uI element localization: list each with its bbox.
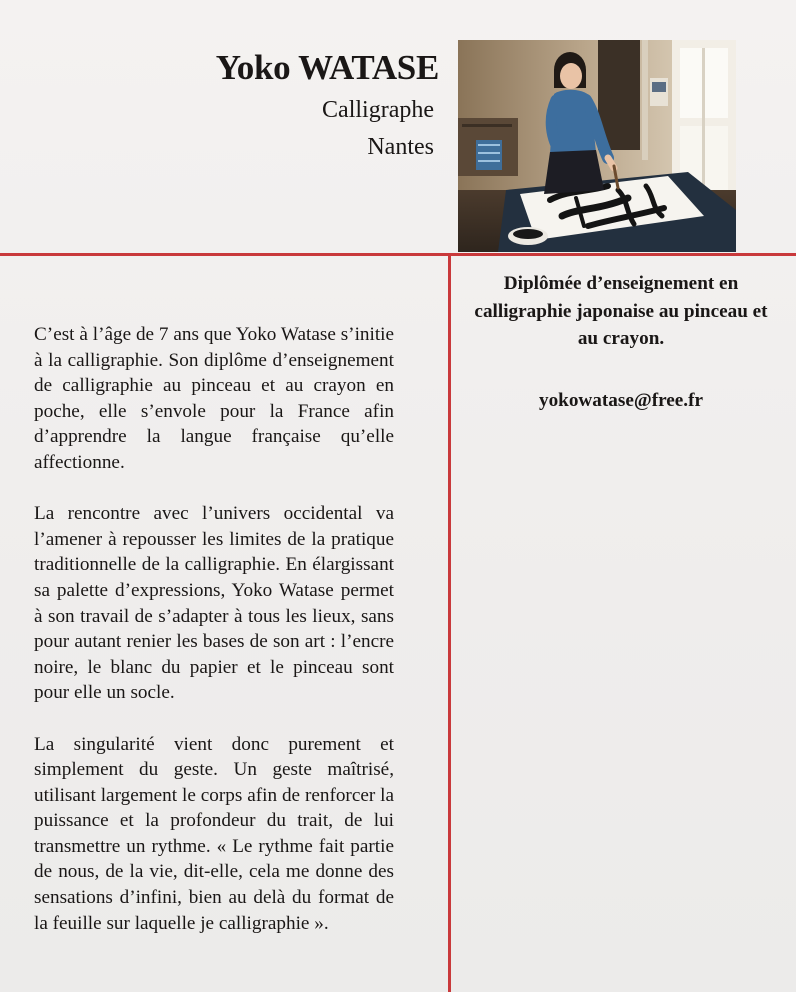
- email-address[interactable]: yokowatase@free.fr: [538, 389, 703, 411]
- artist-city: Nantes: [367, 134, 434, 160]
- biography-paragraph-3: La singularité vient donc purement et simplement du geste. Un geste maîtrisé, utilisant largement le corps afin de renforcer la puissance et la profondeur du trait, de lui transmettre un rythme. « Le rythme fait partie de nous, de la vie, dit-elle, cela me donne des sensations d’infini, bien au delà du format de la feuille sur laquelle je calligraphie ».: [34, 733, 394, 934]
- biography-paragraph-1: C’est à l’âge de 7 ans que Yoko Watase s’initie à la calligraphie. Son diplôme d’enseignement de calligraphie au pinceau et au crayon en poche, elle s’envole pour la France afin d’apprendre la langue française qu’elle affectionne.: [34, 324, 394, 473]
- artist-photo: [458, 40, 736, 252]
- biography-paragraph-2: La rencontre avec l’univers occidental va l’amener à repousser les limites de la pratique traditionnelle de la calligraphie. En élargissant sa palette d’expressions, Yoko Watase permet à son travail de s’adapter à tous les lieux, sans pour autant renier les bases de son art : l’encre noire, le blanc du papier et le pinceau sont pour elle un socle.: [34, 503, 394, 704]
- horizontal-red-rule: [0, 253, 796, 256]
- vertical-red-rule: [448, 253, 451, 992]
- diploma-statement: Diplômée d’enseignement en calligraphie japonaise au pinceau et au crayon.: [474, 273, 768, 350]
- artist-name: Yoko WATASE: [215, 48, 439, 87]
- side-column: [466, 270, 776, 414]
- photo-of-calligrapher-at-work-icon: [458, 40, 736, 252]
- artist-role: Calligraphe: [322, 97, 434, 123]
- biography-text: [34, 322, 394, 962]
